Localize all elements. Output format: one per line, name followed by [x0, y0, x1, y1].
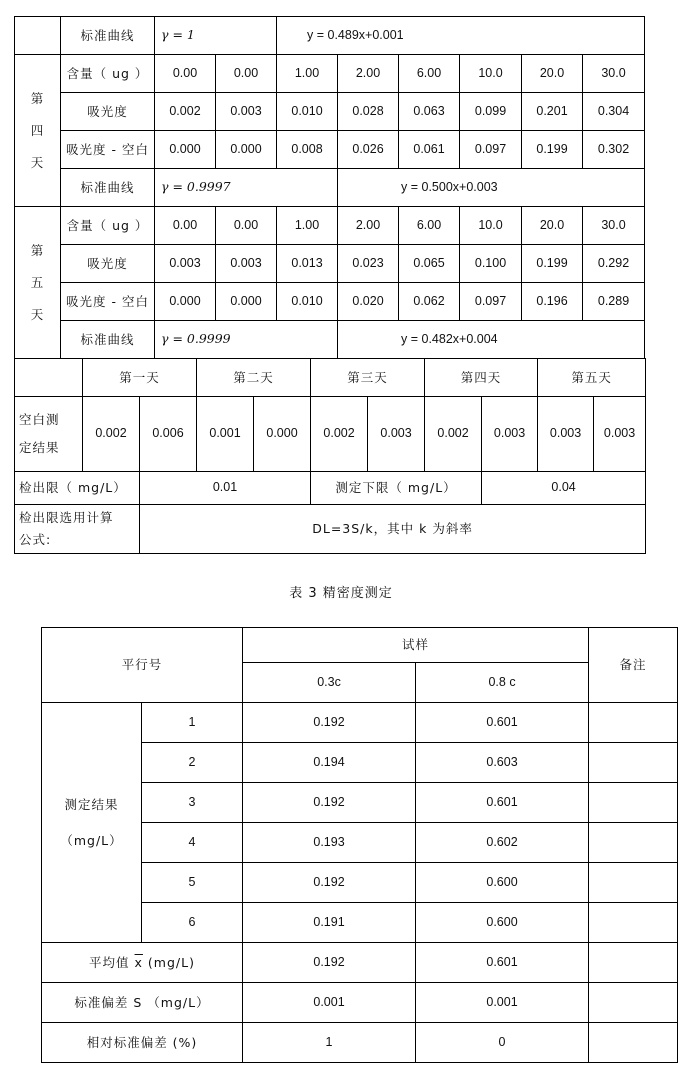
row-number: 3	[142, 783, 243, 823]
cell: 6.00	[399, 207, 460, 245]
cell: 0.010	[277, 283, 338, 321]
day-header: 第四天	[425, 359, 538, 397]
table-row	[15, 207, 645, 245]
cell: 0.002	[83, 397, 140, 472]
cell: 0.603	[416, 743, 589, 783]
cell: 0.003	[155, 245, 216, 283]
table-row	[15, 321, 645, 359]
table-row	[15, 55, 645, 93]
formula-label: 检出限选用计算 公式:	[15, 505, 140, 554]
cell: 0.001	[416, 983, 589, 1023]
cell: 0.099	[460, 93, 522, 131]
remark-header: 备注	[589, 628, 678, 703]
cell: 0.304	[583, 93, 645, 131]
cell: 0.193	[243, 823, 416, 863]
cell: 0.002	[425, 397, 482, 472]
cell: 1.00	[277, 207, 338, 245]
cell: 0.003	[594, 397, 646, 472]
cell: 0.196	[522, 283, 583, 321]
cell: 10.0	[460, 55, 522, 93]
day-header: 第三天	[311, 359, 425, 397]
cell: 0.302	[583, 131, 645, 169]
result-label: 测定结果 （mg/L）	[42, 703, 142, 943]
cell: 0.199	[522, 131, 583, 169]
table-caption: 表 3 精密度测定	[289, 586, 393, 601]
cell: 0.003	[368, 397, 425, 472]
table-row	[15, 131, 645, 169]
row-label: 吸光度 - 空白	[61, 131, 155, 169]
remark-cell	[589, 903, 678, 943]
row-number: 5	[142, 863, 243, 903]
rsd-label: 相对标准偏差 (%)	[42, 1023, 243, 1063]
formula: DL=3S/k，其中 k 为斜率	[140, 505, 646, 554]
row-label: 吸光度 - 空白	[61, 283, 155, 321]
curve-equation: y = 0.500x+0.003	[338, 169, 645, 207]
cell: 0.600	[416, 903, 589, 943]
row-number: 6	[142, 903, 243, 943]
cell: 0	[416, 1023, 589, 1063]
row-number: 2	[142, 743, 243, 783]
cell: 0.000	[155, 283, 216, 321]
cell: 0.023	[338, 245, 399, 283]
gamma-value: γ = 0.9999	[155, 321, 338, 359]
cell: 1.00	[277, 55, 338, 93]
remark-cell	[589, 743, 678, 783]
remark-cell	[589, 783, 678, 823]
cell: 0.002	[155, 93, 216, 131]
table-row	[15, 169, 645, 207]
cell: 2.00	[338, 55, 399, 93]
calibration-table	[14, 16, 645, 359]
col-header: 0.8 c	[416, 663, 589, 703]
cell: 0.602	[416, 823, 589, 863]
cell: 0.600	[416, 863, 589, 903]
cell: 0.192	[243, 943, 416, 983]
sd-label: 标准偏差 S （mg/L）	[42, 983, 243, 1023]
gamma-value: γ = 0.9997	[155, 169, 338, 207]
table-row	[15, 245, 645, 283]
day-label: 第 五 天	[15, 207, 61, 359]
table-row	[42, 983, 678, 1023]
cell: 0.013	[277, 245, 338, 283]
row-label: 吸光度	[61, 93, 155, 131]
cell: 0.000	[155, 131, 216, 169]
cell: 30.0	[583, 55, 645, 93]
row-number: 4	[142, 823, 243, 863]
cell: 0.000	[216, 131, 277, 169]
cell: 0.010	[277, 93, 338, 131]
curve-label: 标准曲线	[61, 169, 155, 207]
gamma-value: γ = 1	[155, 17, 277, 55]
cell: 30.0	[583, 207, 645, 245]
loq-value: 0.04	[482, 472, 646, 505]
table-row	[15, 472, 646, 505]
table-row	[42, 1023, 678, 1063]
remark-cell	[589, 983, 678, 1023]
day-label: 第 四 天	[15, 55, 61, 207]
cell: 20.0	[522, 207, 583, 245]
cell: 0.192	[243, 863, 416, 903]
cell: 0.061	[399, 131, 460, 169]
cell: 0.003	[216, 245, 277, 283]
cell: 0.062	[399, 283, 460, 321]
table-row	[15, 283, 645, 321]
cell: 0.026	[338, 131, 399, 169]
remark-cell	[589, 943, 678, 983]
cell: 0.00	[155, 207, 216, 245]
precision-table	[41, 627, 678, 1063]
parallel-header: 平行号	[42, 628, 243, 703]
remark-cell	[589, 863, 678, 903]
cell: 0.194	[243, 743, 416, 783]
curve-equation: y = 0.482x+0.004	[338, 321, 645, 359]
cell: 0.008	[277, 131, 338, 169]
day-header: 第五天	[538, 359, 646, 397]
cell: 0.601	[416, 703, 589, 743]
table-row	[42, 943, 678, 983]
curve-label: 标准曲线	[61, 17, 155, 55]
cell: 0.006	[140, 397, 197, 472]
cell: 0.063	[399, 93, 460, 131]
table-row	[15, 17, 645, 55]
day-header: 第二天	[197, 359, 311, 397]
lod-label: 检出限（ mg/L）	[15, 472, 140, 505]
loq-label: 测定下限（ mg/L）	[311, 472, 482, 505]
day-header: 第一天	[83, 359, 197, 397]
table-row	[15, 397, 646, 472]
cell: 0.100	[460, 245, 522, 283]
cell: 0.289	[583, 283, 645, 321]
cell: 0.192	[243, 703, 416, 743]
cell: 0.020	[338, 283, 399, 321]
cell: 0.003	[216, 93, 277, 131]
lod-value: 0.01	[140, 472, 311, 505]
cell: 0.065	[399, 245, 460, 283]
mean-symbol: $\overline{x}$	[134, 954, 143, 970]
remark-cell	[589, 1023, 678, 1063]
sample-header: 试样	[243, 628, 589, 663]
cell: 0.001	[243, 983, 416, 1023]
table-row	[15, 93, 645, 131]
cell: 0.00	[216, 55, 277, 93]
remark-cell	[589, 823, 678, 863]
blank-label: 空白测 定结果	[15, 397, 83, 472]
table-row	[15, 505, 646, 554]
row-label: 含量（ ug ）	[61, 55, 155, 93]
cell: 20.0	[522, 55, 583, 93]
cell: 0.000	[216, 283, 277, 321]
cell: 1	[243, 1023, 416, 1063]
cell: 0.192	[243, 783, 416, 823]
cell: 0.001	[197, 397, 254, 472]
cell: 6.00	[399, 55, 460, 93]
cell: 0.601	[416, 943, 589, 983]
cell: 2.00	[338, 207, 399, 245]
cell: 0.003	[538, 397, 594, 472]
cell: 0.000	[254, 397, 311, 472]
table-row	[15, 359, 646, 397]
cell: 0.199	[522, 245, 583, 283]
row-label: 吸光度	[61, 245, 155, 283]
cell: 0.601	[416, 783, 589, 823]
remark-cell	[589, 703, 678, 743]
cell: 0.028	[338, 93, 399, 131]
cell: 0.292	[583, 245, 645, 283]
cell: 0.097	[460, 131, 522, 169]
table-row	[42, 628, 678, 663]
row-number: 1	[142, 703, 243, 743]
cell: 0.00	[155, 55, 216, 93]
cell: 0.00	[216, 207, 277, 245]
curve-equation: y = 0.489x+0.001	[277, 17, 645, 55]
mean-label: 平均值 $\overline{x}$ (mg/L)	[42, 943, 243, 983]
blank-results-table	[14, 358, 646, 554]
cell: 0.191	[243, 903, 416, 943]
cell: 0.201	[522, 93, 583, 131]
row-label: 含量（ ug ）	[61, 207, 155, 245]
cell: 0.003	[482, 397, 538, 472]
cell: 10.0	[460, 207, 522, 245]
table-row	[42, 703, 678, 743]
cell: 0.097	[460, 283, 522, 321]
cell: 0.002	[311, 397, 368, 472]
col-header: 0.3c	[243, 663, 416, 703]
curve-label: 标准曲线	[61, 321, 155, 359]
